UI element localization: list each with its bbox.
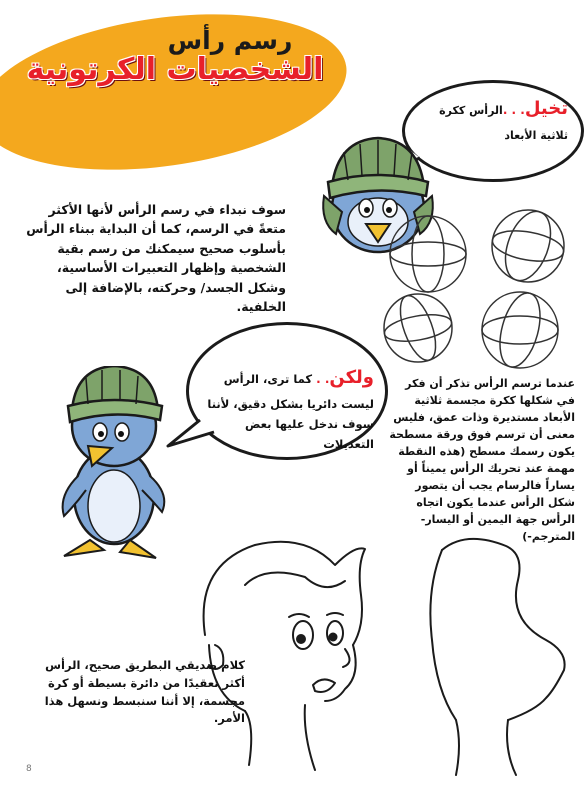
intro-paragraph: سوف نبداء في رسم الرأس لأنها الأكثر متعةً في الرسم، كما أن البداية ببناء الرأس بأسلوب صحيح سيمكنك من رسم بقية الشخصية وإظهار التعبيرات الأساسية، وشكل الجسد/ وحركته، بالإضافة إلى الخلفية. <box>26 202 286 314</box>
page-title: الشخصيات الكرتونية <box>26 52 324 87</box>
bubble-2-dots: . . <box>316 372 330 386</box>
head-outline-sketch <box>396 520 584 780</box>
bubble-1-line1: الرأس ككرة <box>439 104 503 117</box>
bubble-2-text <box>204 362 374 454</box>
page-number: 8 <box>26 764 32 774</box>
sphere-sketches-row2 <box>380 282 580 382</box>
page-subtitle: رسم رأس <box>167 26 293 55</box>
bubble-2-line1: كما ترى، الرأس <box>223 372 313 386</box>
note-paragraph: كلام صديقي البطريق صحيح، الرأس أكثر تعقيدًا من دائرة بسيطة أو كرة مجسمة، إلا أننا سنبسط ونسهل هذا الأمر. <box>44 658 245 726</box>
penguin-body-illustration <box>30 366 180 566</box>
boy-head-sketch <box>185 525 385 775</box>
bubble-2-line2: ليست دائريا بشكل دقيق، لأننا <box>207 396 374 411</box>
sidebar-paragraph: عندما ترسم الرأس تذكر أن فكر في شكلها ككرة مجسمة ثلاثية الأبعاد مستديرة وذات عمق، فليس معنى أن ترسم فوق ورقة مسطحة يكون رسمك مسطح (هذه النقطة مهمة عند تحريك الرأس يميناً أو يساراً فالرسام يجب أن يتصور شكل الرأس عندما يكون اتجاه الرأس جهة اليمين أو اليسار-المترجم-) <box>389 377 575 544</box>
bubble-1-dots: . . . <box>502 103 525 117</box>
bubble-1-line2: ثلاثية الأبعاد <box>504 129 568 143</box>
bubble-1-highlight: تخيل <box>524 98 568 119</box>
bubble-2-line3: سوف ندخل عليها بعض <box>244 416 374 431</box>
bubble-2-line4: التعديلات <box>323 436 374 451</box>
bubble-2-highlight: ولكن <box>329 367 374 388</box>
bubble-1-text <box>418 92 568 147</box>
